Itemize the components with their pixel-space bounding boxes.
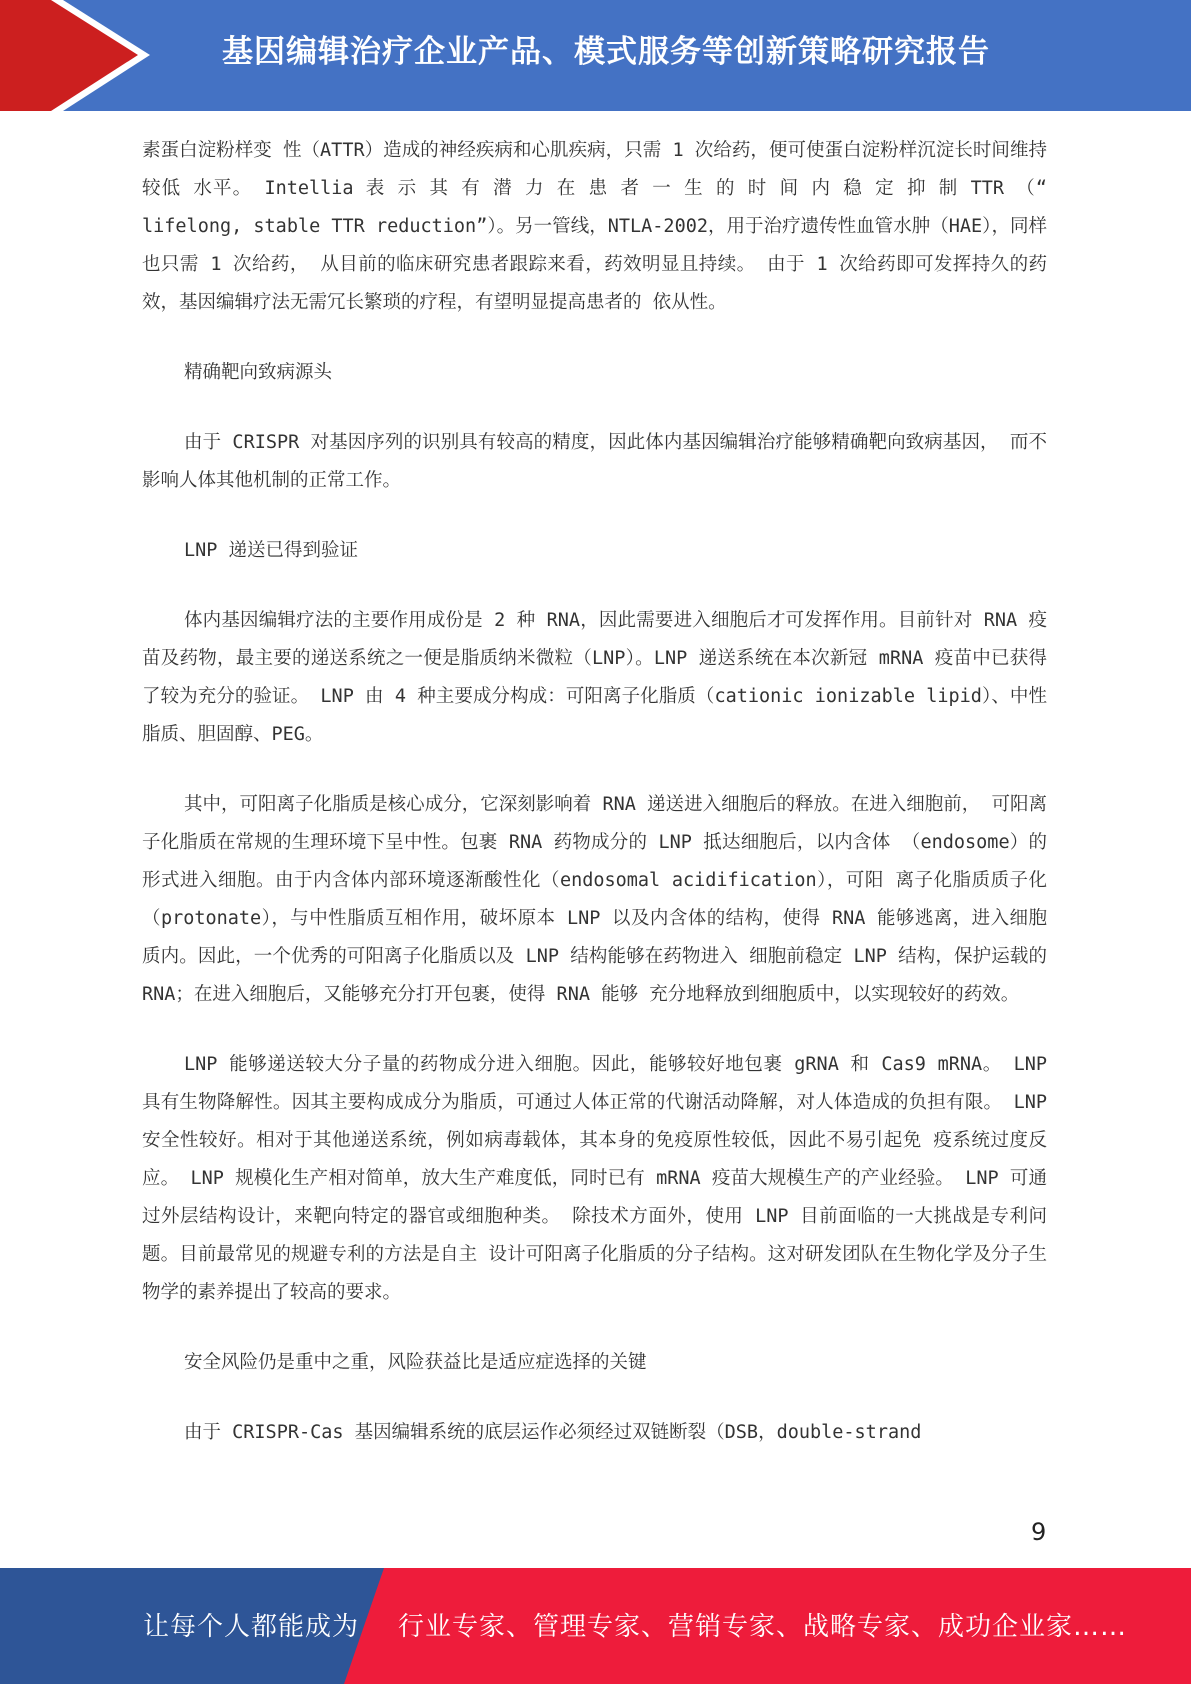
header-arrow-icon [0, 0, 160, 111]
page-header [0, 0, 1191, 111]
paragraph-crispr-precision: 由于 CRISPR 对基因序列的识别具有较高的精度，因此体内基因编辑治疗能够精确靶向致病基因， 而不影响人体其他机制的正常工作。 [142, 432, 1047, 491]
section-heading-lnp-delivery: LNP 递送已得到验证 [184, 540, 359, 561]
page-number: 9 [1031, 1518, 1047, 1546]
paragraph-lnp-overview: 体内基因编辑疗法的主要作用成份是 2 种 RNA，因此需要进入细胞后才可发挥作用。目前针对 RNA 疫苗及药物，最主要的递送系统之一便是脂质纳米微粒（LNP）。LNP 递送系统在本次新冠 mRNA 疫苗中已获得了较为充分的验证。 LNP 由 4 种主要成分构成：可阳离子化脂质（cationic ionizable lipid）、中性脂质、胆固醇、PEG。 [142, 610, 1047, 745]
document-body [142, 132, 1047, 1484]
footer-slogan-left: 让每个人都能成为 [143, 1612, 360, 1642]
footer-slogan-right: 行业专家、管理专家、营销专家、战略专家、成功企业家…… [398, 1612, 1128, 1642]
section-heading-safety-risk: 安全风险仍是重中之重，风险获益比是适应症选择的关键 [184, 1352, 647, 1373]
paragraph-lnp-advantages: LNP 能够递送较大分子量的药物成分进入细胞。因此，能够较好地包裹 gRNA 和 Cas9 mRNA。 LNP 具有生物降解性。因其主要构成成分为脂质，可通过人体正常的代谢活动降解，对人体造成的负担有限。 LNP 安全性较好。相对于其他递送系统，例如病毒载体，其本身的免疫原性较低，因此不易引起免 疫系统过度反应。 LNP 规模化生产相对简单，放大生产难度低，同时已有 mRNA 疫苗大规模生产的产业经验。 LNP 可通过外层结构设计，来靶向特定的器官或细胞种类。 除技术方面外，使用 LNP 目前面临的一大挑战是专利问题。目前最常见的规避专利的方法是自主 设计可阳离子化脂质的分子结构。这对研发团队在生物化学及分子生物学的素养提出了较高的要求。 [142, 1054, 1047, 1303]
paragraph-attr-continuation: 素蛋白淀粉样变 性（ATTR）造成的神经疾病和心肌疾病，只需 1 次给药，便可使蛋白淀粉样沉淀长时间维持较低 水平。 Intellia 表 示 其 有 潜 力 在 患 者 一 生 的 时 间 内 稳 定 抑 制 TTR （“ lifelong, stable TTR reduction”）。另一管线，NTLA-2002，用于治疗遗传性血管水肿（HAE），同样也只需 1 次给药， 从目前的临床研究患者跟踪来看，药效明显且持续。 由于 1 次给药即可发挥持久的药效，基因编辑疗法无需冗长繁琐的疗程，有望明显提高患者的 依从性。 [142, 140, 1047, 313]
header-title: 基因编辑治疗企业产品、模式服务等创新策略研究报告 [222, 34, 990, 70]
paragraph-dsb: 由于 CRISPR-Cas 基因编辑系统的底层运作必须经过双链断裂（DSB，double-strand [184, 1422, 922, 1443]
page-footer [0, 1568, 1191, 1684]
paragraph-ionizable-lipid: 其中，可阳离子化脂质是核心成分，它深刻影响着 RNA 递送进入细胞后的释放。在进入细胞前， 可阳离子化脂质在常规的生理环境下呈中性。包裹 RNA 药物成分的 LNP 抵达细胞后，以内含体 （endosome）的形式进入细胞。由于内含体内部环境逐渐酸性化（endosomal acidification），可阳 离子化脂质质子化（protonate），与中性脂质互相作用，破坏原本 LNP 以及内含体的结构，使得 RNA 能够逃离，进入细胞质内。因此，一个优秀的可阳离子化脂质以及 LNP 结构能够在药物进入 细胞前稳定 LNP 结构，保护运载的 RNA；在进入细胞后，又能够充分打开包裹，使得 RNA 能够 充分地释放到细胞质中，以实现较好的药效。 [142, 794, 1047, 1005]
section-heading-precise-targeting: 精确靶向致病源头 [184, 362, 333, 383]
